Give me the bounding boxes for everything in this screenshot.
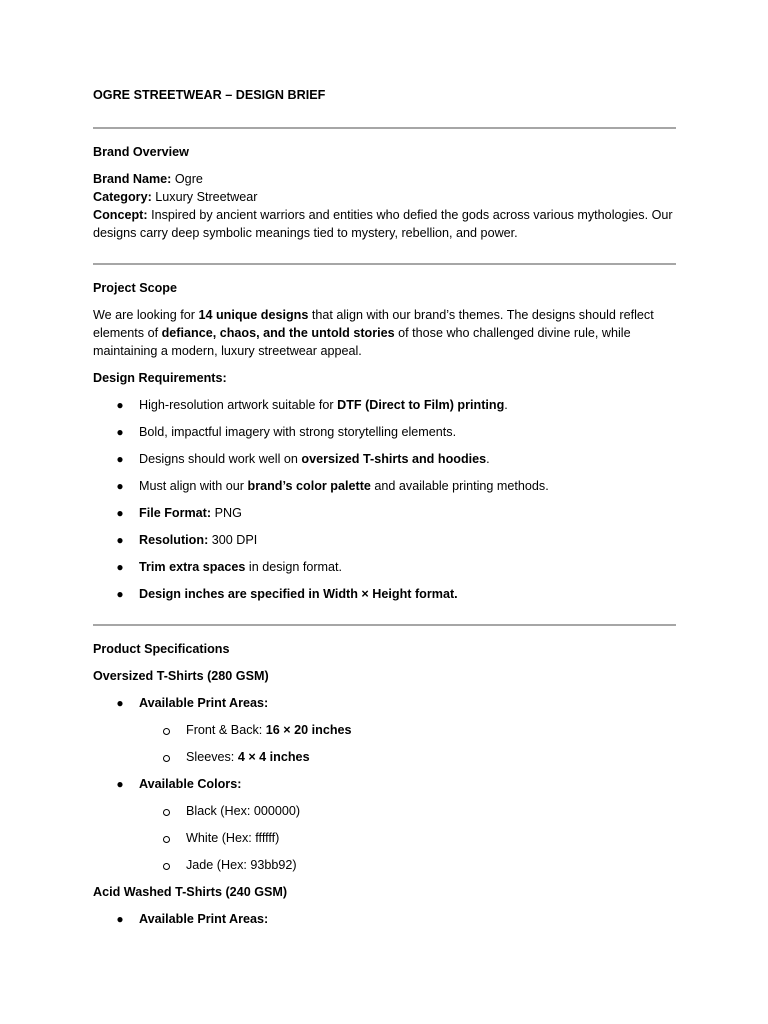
list-item [93,558,676,576]
bullet-icon: ● [116,533,124,547]
item-text: 300 DPI [208,533,258,547]
print-areas-list [93,721,676,766]
item-text-bold: oversized T-shirts and hoodies [301,452,487,466]
list-item [93,748,676,766]
scope-design-count: 14 unique designs [198,308,309,322]
list-item [93,423,676,441]
item-text-bold: brand’s color palette [247,479,371,493]
oversized-spec-list [93,775,676,793]
scope-themes: defiance, chaos, and the untold stories [161,326,395,340]
bullet-icon: ● [116,777,124,791]
project-scope-heading: Project Scope [93,281,177,295]
item-text: Designs should work well on [139,452,302,466]
bullet-icon: ● [116,425,124,439]
category-line [93,188,676,206]
print-areas-label: Available Print Areas: [139,696,269,710]
document-title: OGRE STREETWEAR – DESIGN BRIEF [93,88,326,102]
list-item [93,531,676,549]
scope-text: that align with our brand’s themes. The designs should reflect elements of [93,308,654,340]
item-text: PNG [211,506,242,520]
item-text-bold: DTF (Direct to Film) printing [337,398,505,412]
item-text-bold: Trim extra spaces [139,560,246,574]
scope-text: We are looking for [93,308,199,322]
scope-text: of those who challenged divine rule, while maintaining a modern, luxury streetwear appeal. [93,326,631,358]
bullet-icon: ● [116,696,124,710]
concept-line [93,206,676,242]
brand-overview-heading: Brand Overview [93,145,189,159]
list-item [93,585,676,603]
list-item [93,477,676,495]
oversized-spec-list [93,694,676,712]
list-item [93,504,676,522]
bullet-icon: ● [116,398,124,412]
bullet-icon: ● [116,560,124,574]
oversized-tshirts-heading: Oversized T-Shirts (280 GSM) [93,669,269,683]
brand-name-label: Brand Name: [93,172,172,186]
circle-bullet-icon [163,836,170,843]
list-item [93,802,676,820]
design-requirements-heading: Design Requirements: [93,371,227,385]
colors-label: Available Colors: [139,777,242,791]
acid-washed-spec-list [93,910,676,928]
item-text-bold: Design inches are specified in Width × Height format. [139,587,458,601]
circle-bullet-icon [163,755,170,762]
color-item: White (Hex: ffffff) [186,831,280,845]
item-text: Front & Back: [186,723,266,737]
product-specs-heading: Product Specifications [93,642,230,656]
bullet-icon: ● [116,506,124,520]
circle-bullet-icon [163,809,170,816]
list-item [93,721,676,739]
item-text-bold: 4 × 4 inches [237,750,310,764]
list-item [93,910,676,928]
print-areas-label: Available Print Areas: [139,912,269,926]
list-item [93,829,676,847]
colors-list [93,802,676,874]
bullet-icon: ● [116,912,124,926]
project-scope-paragraph [93,306,676,360]
item-text: Must align with our [139,479,248,493]
bullet-icon: ● [116,479,124,493]
item-text: Bold, impactful imagery with strong storytelling elements. [139,425,457,439]
item-text: High-resolution artwork suitable for [139,398,338,412]
item-text-bold: 16 × 20 inches [265,723,352,737]
circle-bullet-icon [163,728,170,735]
item-text-bold: File Format: [139,506,212,520]
list-item [93,450,676,468]
bullet-icon: ● [116,452,124,466]
item-text: . [504,398,508,412]
bullet-icon: ● [116,587,124,601]
circle-bullet-icon [163,863,170,870]
list-item [93,856,676,874]
category-value: Luxury Streetwear [151,190,258,204]
category-label: Category: [93,190,152,204]
item-text: in design format. [245,560,343,574]
item-text: Sleeves: [186,750,238,764]
brand-name-value: Ogre [171,172,203,186]
requirements-list [93,396,676,603]
concept-label: Concept: [93,208,148,222]
list-item [93,694,676,712]
brand-name-line [93,170,676,188]
list-item [93,775,676,793]
item-text-bold: Resolution: [139,533,209,547]
item-text: . [486,452,490,466]
list-item [93,396,676,414]
color-item: Jade (Hex: 93bb92) [186,858,297,872]
acid-washed-tshirts-heading: Acid Washed T-Shirts (240 GSM) [93,885,288,899]
design-brief [93,86,676,928]
concept-value: Inspired by ancient warriors and entities who defied the gods across various mythologies. Our designs carry deep symbolic meanings tied to mystery, rebellion, and power. [93,208,673,240]
color-item: Black (Hex: 000000) [186,804,301,818]
item-text: and available printing methods. [370,479,549,493]
